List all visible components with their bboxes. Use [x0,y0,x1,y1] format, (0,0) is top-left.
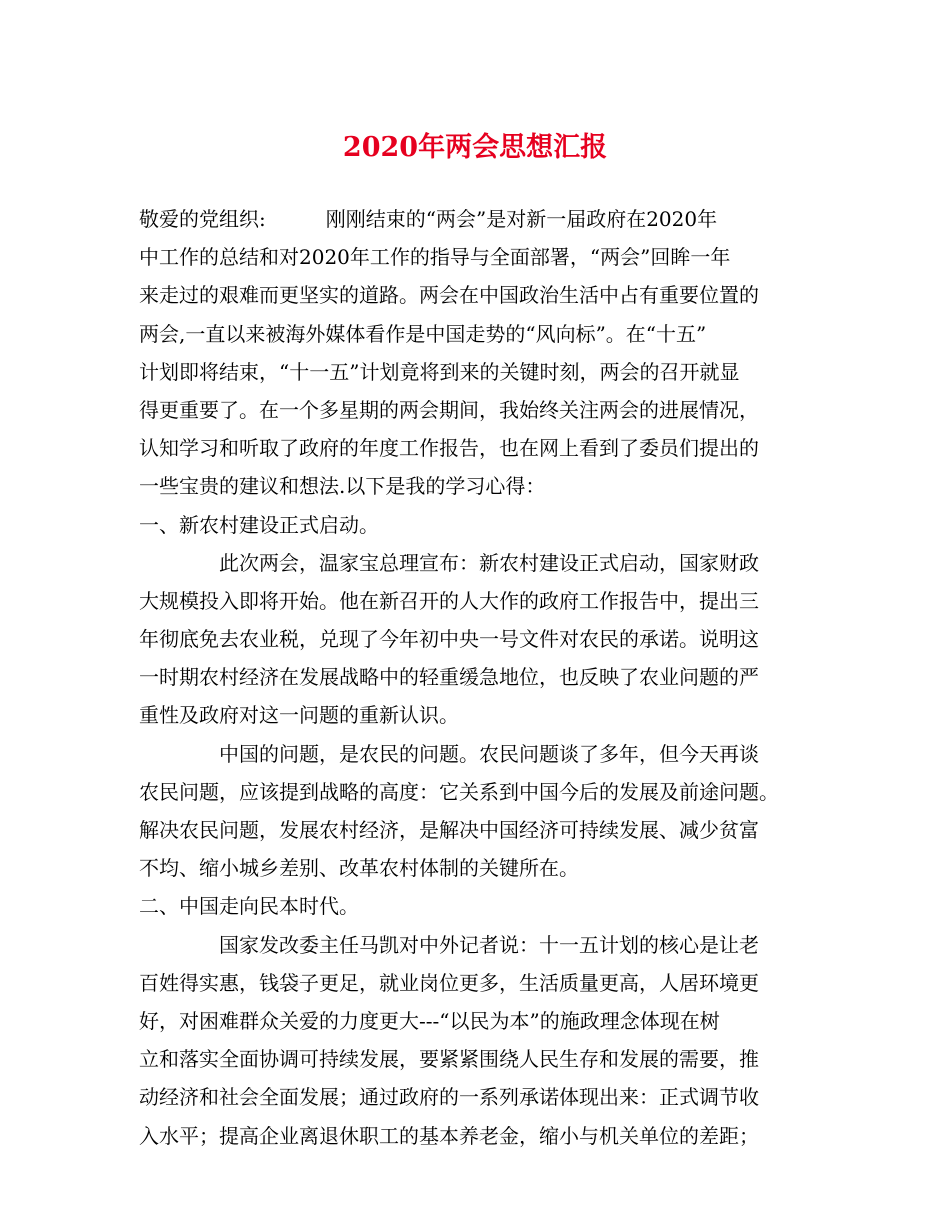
paragraph-line: 两会,一直以来被海外媒体看作是中国走势的“风向标”。在“十五” [139,321,707,346]
paragraph-line: 立和落实全面协调可持续发展，要紧紧围绕人民生存和发展的需要，推 [139,1047,759,1072]
salutation-line [139,200,839,238]
paragraph-line: 年彻底免去农业税，兑现了今年初中央一号文件对农民的承诺。说明这 [139,627,759,652]
paragraph-line: 动经济和社会全面发展；通过政府的一系列承诺体现出来：正式调节收 [139,1085,759,1110]
paragraph-line: 中国的问题，是农民的问题。农民问题谈了多年，但今天再谈 [219,741,759,766]
paragraph-line: 入水平；提高企业离退休职工的基本养老金，缩小与机关单位的差距； [139,1123,759,1148]
paragraph-line: 好，对困难群众关爱的力度更大---“以民为本”的施政理念体现在树 [139,1008,720,1033]
paragraph-line: 不均、缩小城乡差别、改革农村体制的关键所在。 [139,856,579,881]
paragraph-line: 一些宝贵的建议和想法.以下是我的学习心得： [139,474,546,499]
document-title: 2020年两会思想汇报 [342,132,608,163]
document-body [139,200,839,1155]
paragraph-line: 解决农民问题，发展农村经济，是解决中国经济可持续发展、减少贫富 [139,818,759,842]
paragraph-line: 国家发改委主任马凯对中外记者说：十一五计划的核心是让老 [219,932,759,957]
paragraph-line: 此次两会，温家宝总理宣布：新农村建设正式启动，国家财政 [219,550,759,575]
paragraph-line: 大规模投入即将开始。他在新召开的人大作的政府工作报告中，提出三 [139,588,759,613]
paragraph-line: 百姓得实惠，钱袋子更足，就业岗位更多，生活质量更高，人居环境更 [139,970,759,995]
paragraph-line: 得更重要了。在一个多星期的两会期间，我始终关注两会的进展情况， [139,397,759,422]
paragraph-line: 来走过的艰难而更坚实的道路。两会在中国政治生活中占有重要位置的 [139,283,759,308]
paragraph-line: 二、中国走向民本时代。 [139,894,359,919]
paragraph-line: 认知学习和听取了政府的年度工作报告，也在网上看到了委员们提出的 [139,436,759,461]
salutation: 敬爱的党组织: [139,207,266,231]
paragraph-line: 农民问题，应该提到战略的高度：它关系到中国今后的发展及前途问题。 [139,779,779,804]
paragraph-line: 一、新农村建设正式启动。 [139,512,379,537]
paragraph-line: 中工作的总结和对2020年工作的指导与全面部署，“两会”回眸一年 [139,245,731,270]
paragraph-line: 重性及政府对这一问题的重新认识。 [139,703,459,728]
paragraph-line: 计划即将结束，“十一五”计划竟将到来的关键时刻，两会的召开就显 [139,359,740,384]
paragraph-line: 刚刚结束的“两会”是对新一届政府在2020年 [325,207,718,231]
paragraph-line: 一时期农村经济在发展战略中的轻重缓急地位，也反映了农业问题的严 [139,665,759,690]
